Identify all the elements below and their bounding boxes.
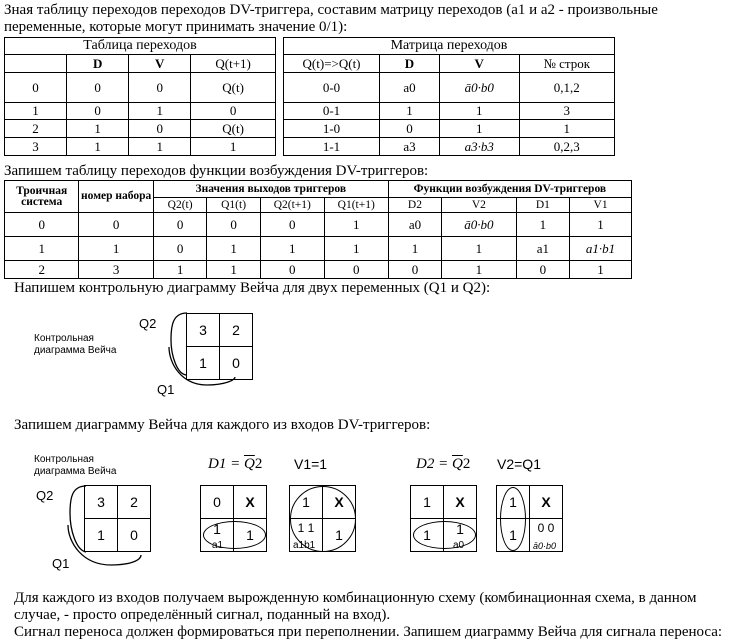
table-header: номер набора <box>79 181 153 213</box>
kmap-cell: X <box>322 485 356 519</box>
table-cell: 3 <box>5 138 67 156</box>
table-header: Значения выходов триггеров <box>153 181 388 198</box>
transition-matrix <box>283 37 615 156</box>
table-cell: 0 <box>260 213 324 237</box>
table-cell: 1 <box>129 103 191 120</box>
table-cell: 1 <box>67 138 129 156</box>
kmap-cell: 3 <box>186 313 220 347</box>
v2-group-ellipse <box>500 487 526 551</box>
table-row <box>284 103 615 120</box>
outro-line-2: случае, - просто определённый сигнал, поданный на вход). <box>14 607 391 623</box>
table-row <box>284 73 615 103</box>
d2-eq-sub: 2 <box>462 456 471 472</box>
control-map-label-2: Контрольная диаграмма Вейча <box>34 454 117 477</box>
table-cell: 1-0 <box>284 120 380 138</box>
control-map-q2-label-2: Q2 <box>36 488 54 503</box>
table-row <box>5 237 632 261</box>
kmap-cell: 1 <box>443 518 477 552</box>
table-cell: 0 <box>5 73 67 103</box>
kmap-cell: 1 <box>84 518 118 552</box>
table-cell: 0,1,2 <box>519 73 614 103</box>
table-header: № строк <box>519 55 614 73</box>
table-cell: 0 <box>129 73 191 103</box>
table-cell: 1 <box>324 237 388 261</box>
table-cell: Q(t) <box>191 73 276 103</box>
kmap-cell: 2 <box>117 485 151 519</box>
kmap-cell: 1 <box>410 485 444 519</box>
table-cell: 1 <box>519 120 614 138</box>
table-header: Q2(t) <box>153 198 206 213</box>
table-cell: Q(t) <box>191 120 276 138</box>
table-cell: 1 <box>324 213 388 237</box>
table-row <box>5 120 276 138</box>
table-cell: 1 <box>207 261 260 279</box>
table-header <box>5 55 67 73</box>
table-header: D2 <box>388 198 441 213</box>
intro-line-2: переменные, которые могут принимать значение 0/1): <box>4 19 348 35</box>
table-cell: 1 <box>5 237 79 261</box>
table-cell: ā0·b0 <box>439 73 519 103</box>
table-cell: a3 <box>380 138 440 156</box>
table-cell: 1 <box>516 213 569 237</box>
kmap-cell: X <box>233 485 267 519</box>
table-cell: 0 <box>79 213 153 237</box>
kmap-cell: 1 1 <box>289 518 323 552</box>
table-cell: 0 <box>67 103 129 120</box>
table-cell: 0-0 <box>284 73 380 103</box>
table-cell: 2 <box>5 120 67 138</box>
v2-equation: V2=Q1 <box>497 456 541 472</box>
table-cell: 1 <box>191 138 276 156</box>
d1-equation <box>208 456 262 473</box>
table-cell: 1 <box>442 261 516 279</box>
control-map-q1-label-2: Q1 <box>52 556 70 571</box>
d1-note: a1 <box>212 540 224 551</box>
intro-line-1: Зная таблицу переходов переходов DV-триггера, составим матрицу переходов (a1 и a2 - произвольные <box>4 2 658 18</box>
table-header: Q1(t) <box>207 198 260 213</box>
kmap-cell: 0 <box>200 485 234 519</box>
table-cell: 1-1 <box>284 138 380 156</box>
d1-eq-rhs: $\overline{Q}$ <box>243 456 255 472</box>
table-row <box>284 120 615 138</box>
table-cell: 1 <box>67 120 129 138</box>
kmap-cell: 1 <box>233 518 267 552</box>
d2-eq-lhs: D2 = <box>416 456 449 472</box>
table-cell: 0 <box>380 120 440 138</box>
d1-group-ellipse <box>203 521 266 549</box>
transition-table <box>4 37 276 156</box>
table-cell: 1 <box>153 261 206 279</box>
table-cell: 0 <box>207 213 260 237</box>
outro-line-1: Для каждого из входов получаем вырожденную комбинационную схему (комбинационная схема, в данном <box>14 590 697 606</box>
table-cell: 0 <box>191 103 276 120</box>
kmap-cell: 1 <box>322 518 356 552</box>
table-cell: 1 <box>79 237 153 261</box>
v1-group-ellipse <box>290 486 356 552</box>
table-cell: 1 <box>129 138 191 156</box>
table-row <box>5 103 276 120</box>
control-map-label: Контрольная диаграмма Вейча <box>34 333 117 356</box>
table-cell: 0-1 <box>284 103 380 120</box>
table-cell: 0 <box>388 261 441 279</box>
table-header: Q2(t+1) <box>260 198 324 213</box>
table-header: Функции возбуждения DV-триггеров <box>388 181 631 198</box>
kmap-cell: 1 <box>289 485 323 519</box>
table-cell: 1 <box>442 237 516 261</box>
table-cell: 0,2,3 <box>519 138 614 156</box>
kmap-cell: 1 <box>496 485 530 519</box>
kmap-cell: 3 <box>84 485 118 519</box>
kmap-cell: 1 <box>200 518 234 552</box>
control-map-q1-label: Q1 <box>157 382 175 397</box>
d2-note: a0 <box>453 540 465 551</box>
table-cell: 0 <box>67 73 129 103</box>
table-header: Троичная система <box>5 181 79 213</box>
kmap-cell: X <box>529 485 563 519</box>
d2-equation <box>416 456 470 473</box>
table-header: Q1(t+1) <box>324 198 388 213</box>
table-row <box>284 138 615 156</box>
table-row <box>5 73 276 103</box>
table-cell: 0 <box>516 261 569 279</box>
table-cell: 1 <box>439 103 519 120</box>
d2-eq-rhs: $\overline{Q}$ <box>451 456 463 472</box>
table-cell: 1 <box>5 103 67 120</box>
d1-eq-sub: 2 <box>254 456 263 472</box>
table-cell: ā0·b0 <box>442 213 516 237</box>
kmap-cell: 1 <box>496 518 530 552</box>
table-header: D1 <box>516 198 569 213</box>
table-header: V1 <box>570 198 632 213</box>
table-cell: a1 <box>516 237 569 261</box>
table-header: V2 <box>442 198 516 213</box>
table-cell: 0 <box>153 237 206 261</box>
table-cell: 2 <box>5 261 79 279</box>
v1-equation: V1=1 <box>294 456 328 472</box>
table-cell: 0 <box>153 213 206 237</box>
table-header: V <box>129 55 191 73</box>
d2-group-ellipse <box>413 521 476 549</box>
v2-note: ā0·b0 <box>533 541 557 551</box>
table-cell: 0 <box>324 261 388 279</box>
table-header: Q(t+1) <box>191 55 276 73</box>
table-cell: 1 <box>260 237 324 261</box>
excitation-table <box>4 180 632 279</box>
transition-table-title: Таблица переходов <box>5 38 276 55</box>
table-cell: 1 <box>570 261 632 279</box>
table-cell: a0 <box>380 73 440 103</box>
table-cell: a1·b1 <box>570 237 632 261</box>
table-cell: 3 <box>519 103 614 120</box>
v1-note: a1b1 <box>293 540 316 551</box>
table-header: Q(t)=>Q(t) <box>284 55 380 73</box>
table-row <box>5 213 632 237</box>
kmap-cell: 0 0 <box>529 518 563 552</box>
table-cell: 3 <box>79 261 153 279</box>
each-input-caption: Запишем диаграмму Вейча для каждого из входов DV-триггеров: <box>14 417 431 433</box>
table-cell: a3·b3 <box>439 138 519 156</box>
d1-eq-lhs: D1 = <box>208 456 241 472</box>
kmap-cell: X <box>443 485 477 519</box>
table-header: D <box>67 55 129 73</box>
table-cell: 0 <box>5 213 79 237</box>
table-cell: 1 <box>570 213 632 237</box>
table-cell: 1 <box>380 103 440 120</box>
kmap-cell: 0 <box>219 346 253 380</box>
kmap-cell: 1 <box>186 346 220 380</box>
transition-matrix-title: Матрица переходов <box>284 38 615 55</box>
veitch-caption: Напишем контрольную диаграмму Вейча для двух переменных (Q1 и Q2): <box>14 280 491 296</box>
table-header: D <box>380 55 440 73</box>
excitation-caption: Запишем таблицу переходов функции возбуждения DV-триггеров: <box>4 163 429 179</box>
outro-line-3: Сигнал переноса должен формироваться при переполнении. Запишем диаграмму Вейча для сигнала переноса: <box>14 624 723 640</box>
table-cell: 0 <box>260 261 324 279</box>
table-row <box>5 261 632 279</box>
table-cell: 1 <box>207 237 260 261</box>
kmap-cell: 0 <box>117 518 151 552</box>
table-cell: a0 <box>388 213 441 237</box>
table-cell: 0 <box>129 120 191 138</box>
control-map-q2-label: Q2 <box>139 316 157 331</box>
table-row <box>5 138 276 156</box>
kmap-cell: 1 <box>410 518 444 552</box>
kmap-cell: 2 <box>219 313 253 347</box>
table-cell: 1 <box>388 237 441 261</box>
table-header: V <box>439 55 519 73</box>
table-cell: 1 <box>439 120 519 138</box>
